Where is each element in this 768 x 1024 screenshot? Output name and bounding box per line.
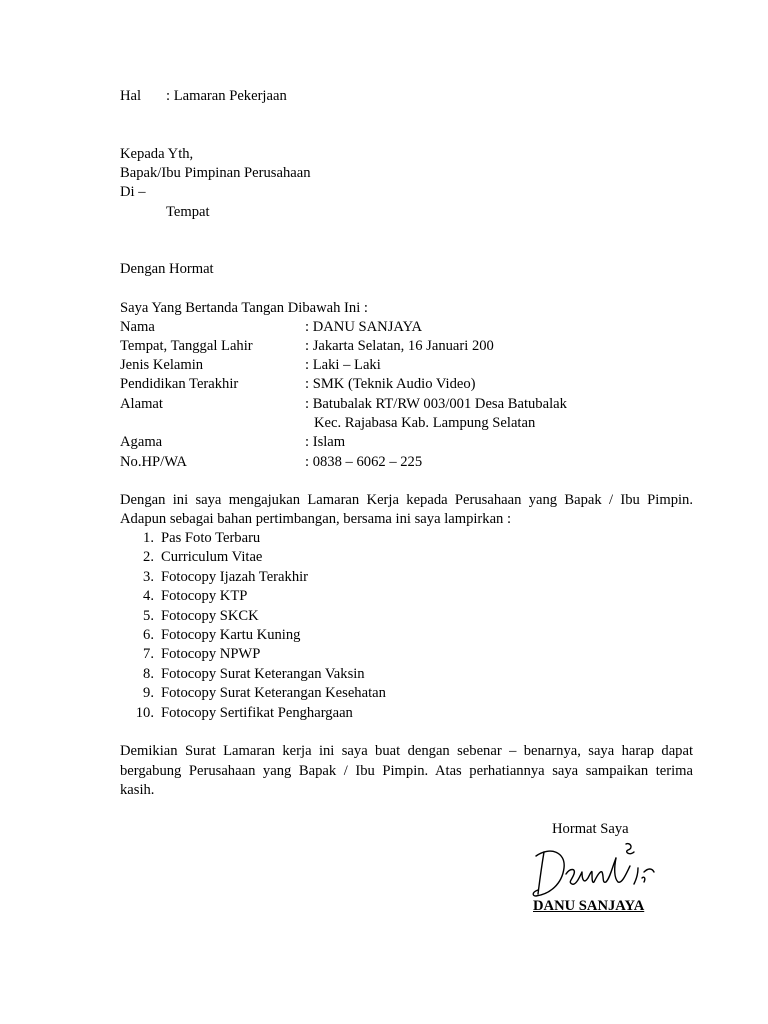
sign-off: Hormat Saya [552, 821, 629, 837]
body-paragraph-line: Dengan ini saya mengajukan Lamaran Kerja kepada Perusahaan yang Bapak / Ibu Pimpin. [120, 492, 693, 508]
signature-icon [530, 838, 665, 902]
recipient-line-1: Kepada Yth, [120, 146, 194, 162]
intro-text: Saya Yang Bertanda Tangan Dibawah Ini : [120, 300, 368, 316]
detail-label: Pendidikan Terakhir [120, 376, 239, 392]
detail-value: : Jakarta Selatan, 16 Januari 200 [305, 338, 494, 354]
closing-paragraph-line: kasih. [120, 782, 155, 798]
detail-label: Tempat, Tanggal Lahir [120, 338, 253, 354]
detail-label: Jenis Kelamin [120, 357, 204, 373]
detail-value: : DANU SANJAYA [305, 319, 423, 335]
detail-label: No.HP/WA [120, 454, 187, 470]
body-paragraph-line: Adapun sebagai bahan pertimbangan, bersama ini saya lampirkan : [120, 511, 512, 527]
detail-value-continued: Kec. Rajabasa Kab. Lampung Selatan [314, 415, 536, 431]
closing-paragraph-line: Demikian Surat Lamaran kerja ini saya buat dengan sebenar – benarnya, saya harap dapat [120, 743, 693, 759]
recipient-line-2: Bapak/Ibu Pimpinan Perusahaan [120, 165, 311, 181]
detail-value: : 0838 – 6062 – 225 [305, 454, 423, 470]
letter-page: Hal : Lamaran Pekerjaan Kepada Yth, Bapak/Ibu Pimpinan Perusahaan Di – Tempat Dengan Hormat Saya Yang Bertanda Tangan Dibawah Ini : Nama : DANU SANJAYA Tempat, Tanggal Lahir : Jakarta Selatan, 16 Januari 200 Jenis Kelamin : Laki – Laki Pendidikan Terakhir : SMK (Teknik Audio Video) Alamat : Batubalak RT/RW 003/001 Desa Batubalak Kec. Rajabasa Kab. Lampung Selatan Agama : Islam No.HP/WA : 0838 – 6062 – 225 Dengan ini saya mengajukan Lamaran Kerja kepada Perusahaan yang Bapak / Ibu Pimpin. Adapun sebagai bahan pertimbangan, bersama ini saya lampirkan : 1. Pas Foto Terbaru 2. Curriculum Vitae 3. Fotocopy Ijazah Terakhir 4. Fotocopy KTP 5. Fotocopy SKCK 6. Fotocopy Kartu Kuning 7. Fotocopy NPWP 8. Fotocopy Surat Keterangan Vaksin 9. Fotocopy Surat Keterangan Kesehatan 10. Fotocopy Sertifikat Penghargaan Demikian Surat Lamaran kerja ini saya buat dengan sebenar – benarnya, saya harap dapat bergabung Perusahaan yang Bapak / Ibu Pimpin. Atas perhatiannya saya sampaikan terima kasih. Hormat Saya DANU SANJAYA [120, 88, 693, 914]
detail-label: Alamat [120, 396, 163, 412]
detail-value: : Laki – Laki [305, 357, 381, 373]
detail-value: : Batubalak RT/RW 003/001 Desa Batubalak [305, 396, 567, 412]
greeting: Dengan Hormat [120, 261, 214, 277]
detail-value: : SMK (Teknik Audio Video) [305, 376, 476, 392]
subject-label: Hal [120, 88, 142, 104]
closing-paragraph-line: bergabung Perusahaan yang Bapak / Ibu Pimpin. Atas perhatiannya saya sampaikan terima [120, 763, 693, 779]
detail-label: Nama [120, 319, 155, 335]
subject-value: : Lamaran Pekerjaan [166, 88, 287, 104]
recipient-line-3: Di – [120, 184, 146, 200]
recipient-line-4: Tempat [166, 204, 210, 220]
detail-label: Agama [120, 434, 163, 450]
signer-name: DANU SANJAYA [533, 898, 645, 914]
detail-value: : Islam [305, 434, 346, 450]
